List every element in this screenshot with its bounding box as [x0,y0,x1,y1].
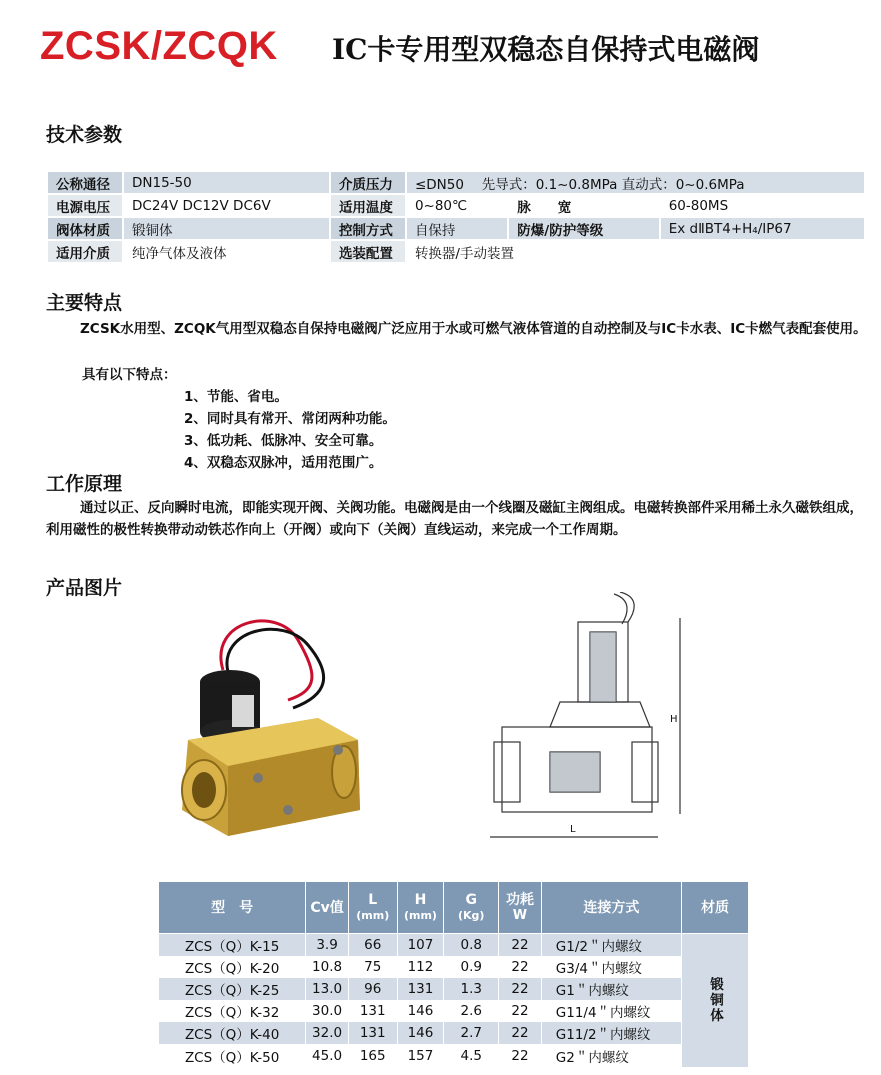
cell-l: 66 [348,934,397,956]
cell-g: 0.8 [444,934,499,956]
cell-w: 22 [499,956,542,978]
cell-cv: 32.0 [306,1022,349,1044]
spec-value: ≤DN50 先导式：0.1~0.8MPa 直动式：0~0.6MPa [406,171,865,194]
cell-w: 22 [499,934,542,956]
product-photo [168,600,368,850]
spec-label: 适用温度 [330,194,406,217]
feature-item: 3、低功耗、低脉冲、安全可靠。 [184,433,383,449]
cell-h: 157 [397,1044,444,1066]
section-heading-photos: 产品图片 [46,577,123,599]
cell-model: ZCS（Q）K-32 [159,1000,306,1022]
features-intro-text: ZCSK水用型、ZCQK气用型双稳态自保持电磁阀广泛应用于水或可燃气液体管道的自动控制及与IC卡水表、IC卡燃气表配套使用。 [80,321,867,337]
spec-value: 转换器/手动装置 [406,240,865,263]
page-title: IC卡专用型双稳态自保持式电磁阀 [332,33,760,66]
spec-label: 公称通径 [47,171,123,194]
th-g [444,882,499,934]
cell-cv: 30.0 [306,1000,349,1022]
cell-h: 146 [397,1022,444,1044]
model-table [158,881,749,1067]
spec-label: 控制方式 [330,217,406,240]
spec-row [47,217,865,240]
cell-h: 107 [397,934,444,956]
feature-item: 1、节能、省电。 [184,389,288,405]
th-power-unit: W [512,907,528,923]
th-material: 材质 [681,882,748,934]
feature-item: 2、同时具有常开、常闭两种功能。 [184,411,396,427]
cell-h: 146 [397,1000,444,1022]
cell-l: 131 [348,1000,397,1022]
cell-h: 112 [397,956,444,978]
cell-w: 22 [499,978,542,1000]
spec-value: DN15-50 [123,171,330,194]
cell-l: 96 [348,978,397,1000]
diagram-l-label: L [570,824,576,835]
table-row [159,1022,749,1044]
cell-cv: 3.9 [306,934,349,956]
cell-w: 22 [499,1022,542,1044]
spec-label: 防爆/防护等级 [508,217,659,240]
features-list-intro: 具有以下特点： [82,367,177,383]
spec-row [47,171,865,194]
spec-table [46,170,866,264]
cell-g: 2.6 [444,1000,499,1022]
cell-model: ZCS（Q）K-25 [159,978,306,1000]
spec-value: 60-80MS [660,194,865,217]
table-row [159,978,749,1000]
principle-paragraph [46,497,872,541]
cell-conn: G11/2＂内螺纹 [541,1022,681,1044]
cell-conn: G2＂内螺纹 [541,1044,681,1066]
spec-value: 自保持 [406,217,508,240]
cell-conn: G3/4＂内螺纹 [541,956,681,978]
table-row [159,1044,749,1066]
cell-conn: G11/4＂内螺纹 [541,1000,681,1022]
brand-logo: ZCSK/ZCQK [40,24,278,68]
th-power-label: 功耗 [505,891,534,908]
table-row [159,934,749,956]
section-heading-principle: 工作原理 [46,473,123,495]
spec-value: 纯净气体及液体 [123,240,330,263]
spec-label: 电源电压 [47,194,123,217]
section-heading-tech: 技术参数 [46,124,123,146]
cell-g: 1.3 [444,978,499,1000]
cell-w: 22 [499,1044,542,1066]
th-h-unit: (mm) [403,908,437,922]
spec-label: 阀体材质 [47,217,123,240]
th-h [397,882,444,934]
cross-section-diagram [490,592,690,857]
table-row [159,956,749,978]
cell-cv: 45.0 [306,1044,349,1066]
cell-g: 4.5 [444,1044,499,1066]
spec-label: 选装配置 [330,240,406,263]
th-g-label: G [465,891,477,908]
cell-model: ZCS（Q）K-15 [159,934,306,956]
th-g-unit: (Kg) [458,908,485,922]
diagram-h-label: H [670,714,678,725]
cell-w: 22 [499,1000,542,1022]
th-h-label: H [414,891,427,908]
th-power [499,882,542,934]
spec-value: 0~80℃ [406,194,508,217]
spec-label: 介质压力 [330,171,406,194]
cell-cv: 10.8 [306,956,349,978]
spec-label: 脉 宽 [508,194,659,217]
spec-value: Ex dⅡBT4+H₄/IP67 [660,217,865,240]
cell-model: ZCS（Q）K-40 [159,1022,306,1044]
cell-g: 0.9 [444,956,499,978]
th-l [348,882,397,934]
feature-item: 4、双稳态双脉冲，适用范围广。 [184,455,383,471]
th-model: 型 号 [159,882,306,934]
cell-g: 2.7 [444,1022,499,1044]
cell-conn: G1＂内螺纹 [541,978,681,1000]
cell-l: 131 [348,1022,397,1044]
principle-text: 通过以正、反向瞬时电流，即能实现开阀、关阀功能。电磁阀是由一个线圈及磁缸主阀组成。电磁转换部件采用稀土永久磁铁组成，利用磁性的极性转换带动动铁芯作向上（开阀）或向下（关阀）直线运动，来完成一个工作周期。 [46,500,863,538]
th-l-unit: (mm) [356,908,390,922]
cell-model: ZCS（Q）K-20 [159,956,306,978]
cell-l: 165 [348,1044,397,1066]
cell-material: 锻铜体 [681,934,748,1067]
cell-cv: 13.0 [306,978,349,1000]
th-cv: Cv值 [306,882,349,934]
cell-h: 131 [397,978,444,1000]
cell-l: 75 [348,956,397,978]
features-paragraph [46,318,872,340]
section-heading-features: 主要特点 [46,292,123,314]
th-l-label: L [368,891,378,908]
spec-value: DC24V DC12V DC6V [123,194,330,217]
spec-row [47,240,865,263]
spec-value: 锻铜体 [123,217,330,240]
table-row [159,1000,749,1022]
spec-row [47,194,865,217]
cell-conn: G1/2＂内螺纹 [541,934,681,956]
spec-label: 适用介质 [47,240,123,263]
cell-model: ZCS（Q）K-50 [159,1044,306,1066]
th-conn: 连接方式 [541,882,681,934]
